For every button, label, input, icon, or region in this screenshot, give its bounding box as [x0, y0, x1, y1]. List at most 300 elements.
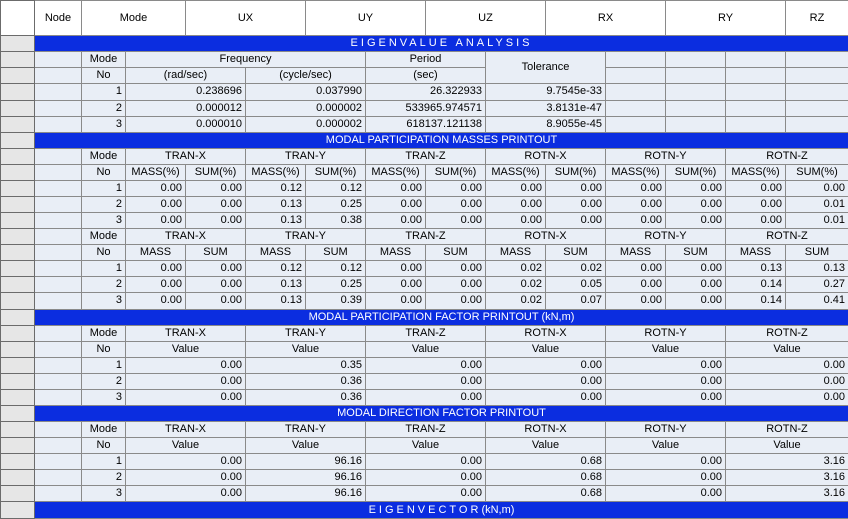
mass-label: MASS(%): [366, 164, 426, 180]
node-cell: [35, 148, 82, 164]
factor-value: 0.00: [126, 486, 246, 502]
group-label: ROTN-Y: [606, 422, 726, 438]
empty-cell: [786, 68, 848, 84]
mass-value: 0.00: [186, 293, 246, 309]
mass-value: 0.02: [486, 261, 546, 277]
no-label: No: [82, 68, 126, 84]
sum-label: SUM: [666, 245, 726, 261]
row-selector[interactable]: [1, 181, 34, 196]
mass-value: 0.00: [366, 277, 426, 293]
empty-cell: [726, 52, 786, 68]
mass-value: 0.00: [546, 180, 606, 196]
row-selector[interactable]: [1, 245, 34, 260]
mass-value: 0.00: [606, 180, 666, 196]
mass-label: MASS(%): [606, 164, 666, 180]
factor-data-row: [1, 389, 848, 405]
factor-value: 0.00: [126, 470, 246, 486]
mass-value: 0.00: [126, 261, 186, 277]
mass-value: 0.00: [186, 196, 246, 212]
row-selector[interactable]: [1, 117, 34, 132]
row-selector[interactable]: [1, 277, 34, 292]
direction-data-row: [1, 454, 848, 470]
value-label: Value: [726, 438, 848, 454]
column-header-uy[interactable]: UY: [306, 1, 426, 36]
mass-value: 0.12: [306, 261, 366, 277]
row-header-cell[interactable]: [1, 84, 35, 100]
group-label: TRAN-X: [126, 325, 246, 341]
frequency-rad-value: 0.000010: [126, 116, 246, 132]
mass-value: 0.12: [306, 180, 366, 196]
value-label: Value: [366, 438, 486, 454]
mass-value: 0.00: [186, 261, 246, 277]
factor-value: 0.00: [606, 486, 726, 502]
mass-value: 0.00: [186, 180, 246, 196]
mass-label: MASS: [726, 245, 786, 261]
empty-cell: [726, 84, 786, 100]
row-header-cell[interactable]: [1, 325, 35, 341]
factor-value: 96.16: [246, 486, 366, 502]
section-title-text: MODAL PARTICIPATION MASSES PRINTOUT: [325, 133, 558, 146]
frequency-cycle-value: 0.000002: [246, 100, 366, 116]
group-label: TRAN-Z: [366, 422, 486, 438]
mass-value: 0.41: [786, 293, 848, 309]
tolerance-value: 3.8131e-47: [486, 100, 606, 116]
row-selector[interactable]: [1, 438, 34, 453]
frequency-label: Frequency: [126, 52, 366, 68]
frequency-rad-value: 0.000012: [126, 100, 246, 116]
row-selector[interactable]: [1, 310, 34, 325]
mode-number: 2: [82, 373, 126, 389]
empty-cell: [726, 116, 786, 132]
sum-label: SUM(%): [786, 164, 848, 180]
row-selector[interactable]: [1, 502, 34, 518]
value-label: Value: [126, 341, 246, 357]
row-header-cell[interactable]: [1, 422, 35, 438]
value-label: Value: [246, 438, 366, 454]
row-header-cell[interactable]: [1, 341, 35, 357]
mass-value: 0.00: [426, 213, 486, 229]
node-cell: [35, 357, 82, 373]
column-header-ry[interactable]: RY: [666, 1, 786, 36]
factor-value: 0.00: [366, 486, 486, 502]
row-header-cell[interactable]: [1, 116, 35, 132]
mass-value: 0.00: [606, 293, 666, 309]
mass-value: 0.05: [546, 277, 606, 293]
row-header-cell[interactable]: [1, 373, 35, 389]
direction-data-row: [1, 486, 848, 502]
factor-value: 0.00: [366, 357, 486, 373]
row-selector[interactable]: [1, 261, 34, 276]
column-header-ux[interactable]: UX: [186, 1, 306, 36]
mass-value: 0.01: [786, 196, 848, 212]
node-cell: [35, 196, 82, 212]
mass-value: 0.00: [606, 277, 666, 293]
mode-number: 2: [82, 196, 126, 212]
mass-value: 0.13: [246, 293, 306, 309]
mass-value: 0.00: [666, 277, 726, 293]
mode-number: 1: [82, 357, 126, 373]
node-cell: [35, 180, 82, 196]
factor-value: 0.00: [606, 357, 726, 373]
corner-cell[interactable]: [1, 1, 35, 36]
mode-label: Mode: [82, 229, 126, 245]
factor-value: 0.00: [486, 389, 606, 405]
row-selector[interactable]: [1, 470, 34, 485]
node-cell: [35, 277, 82, 293]
mass-value: 0.14: [726, 277, 786, 293]
mass-value: 0.02: [486, 293, 546, 309]
mass-value: 0.00: [126, 213, 186, 229]
eigenvalue-title-row: [1, 36, 848, 52]
mass-value: 0.00: [186, 213, 246, 229]
node-cell: [35, 245, 82, 261]
row-header-cell[interactable]: [1, 357, 35, 373]
row-selector[interactable]: [1, 197, 34, 212]
eigenvalue-data-row: [1, 100, 848, 116]
factor-group-row: [1, 325, 848, 341]
group-label: TRAN-X: [126, 229, 246, 245]
factor-value: 96.16: [246, 470, 366, 486]
value-label: Value: [486, 438, 606, 454]
mass-label: MASS(%): [246, 164, 306, 180]
row-selector[interactable]: [1, 406, 34, 421]
node-cell: [35, 373, 82, 389]
factor-value: 0.00: [606, 454, 726, 470]
mode-label: Mode: [82, 325, 126, 341]
masses-group-row: [1, 148, 848, 164]
mass-value: 0.00: [126, 196, 186, 212]
row-selector[interactable]: [1, 486, 34, 501]
factor-value: 0.00: [726, 389, 848, 405]
value-label: Value: [246, 341, 366, 357]
direction-title-row: [1, 406, 848, 422]
mass-value: 0.00: [426, 293, 486, 309]
mass-value: 0.27: [786, 277, 848, 293]
mode-number: 2: [82, 277, 126, 293]
section-title: [35, 36, 848, 52]
empty-cell: [666, 68, 726, 84]
row-header-cell[interactable]: [1, 148, 35, 164]
tolerance-label: Tolerance: [486, 52, 606, 84]
row-header-cell[interactable]: [1, 132, 35, 148]
group-label: ROTN-X: [486, 325, 606, 341]
mode-number: 3: [82, 116, 126, 132]
no-label: No: [82, 438, 126, 454]
node-cell: [35, 261, 82, 277]
factor-value: 0.00: [126, 373, 246, 389]
node-cell: [35, 213, 82, 229]
factor-value: 0.00: [486, 373, 606, 389]
node-cell: [35, 438, 82, 454]
group-label: ROTN-X: [486, 422, 606, 438]
factor-value: 0.00: [606, 373, 726, 389]
mass-value: 0.00: [126, 293, 186, 309]
factor-value: 0.00: [726, 373, 848, 389]
factor-data-row: [1, 373, 848, 389]
mass-value: 0.00: [426, 261, 486, 277]
row-selector[interactable]: [1, 101, 34, 116]
factor-value: 0.00: [366, 454, 486, 470]
mass-value: 0.38: [306, 213, 366, 229]
group-label: TRAN-Y: [246, 325, 366, 341]
row-header-cell[interactable]: [1, 213, 35, 229]
mass-label: MASS: [486, 245, 546, 261]
mass-value: 0.07: [546, 293, 606, 309]
row-header-cell[interactable]: [1, 68, 35, 84]
node-cell: [35, 100, 82, 116]
mass-value: 0.00: [426, 277, 486, 293]
row-selector[interactable]: [1, 358, 34, 373]
mass-value: 0.00: [366, 261, 426, 277]
node-cell: [35, 116, 82, 132]
row-header-cell[interactable]: [1, 293, 35, 309]
sum-label: SUM(%): [186, 164, 246, 180]
sum-label: SUM(%): [306, 164, 366, 180]
column-header-rx[interactable]: RX: [546, 1, 666, 36]
row-selector[interactable]: [1, 422, 34, 437]
mass-value: 0.25: [306, 196, 366, 212]
empty-cell: [726, 100, 786, 116]
mass-value: 0.00: [126, 277, 186, 293]
eigenvalue-units-row: [1, 68, 848, 84]
section-title: [35, 309, 848, 325]
mass-value: 0.00: [666, 196, 726, 212]
row-header-cell[interactable]: [1, 52, 35, 68]
group-label: TRAN-Y: [246, 148, 366, 164]
mode-number: 2: [82, 470, 126, 486]
masses-data-row: [1, 277, 848, 293]
row-header-cell[interactable]: [1, 486, 35, 502]
no-label: No: [82, 164, 126, 180]
row-header-cell[interactable]: [1, 406, 35, 422]
row-selector[interactable]: [1, 213, 34, 228]
row-header-cell[interactable]: [1, 261, 35, 277]
mass-value: 0.00: [366, 180, 426, 196]
empty-cell: [786, 84, 848, 100]
section-title-text: MODAL DIRECTION FACTOR PRINTOUT: [337, 407, 546, 420]
mass-value: 0.00: [546, 213, 606, 229]
mass-value: 0.00: [366, 293, 426, 309]
sum-label: SUM: [426, 245, 486, 261]
row-header-cell[interactable]: [1, 36, 35, 52]
row-selector[interactable]: [1, 133, 34, 148]
row-selector[interactable]: [1, 84, 34, 99]
mass-value: 0.00: [666, 293, 726, 309]
empty-cell: [786, 100, 848, 116]
section-title: [35, 502, 848, 519]
row-header-cell[interactable]: [1, 196, 35, 212]
row-selector[interactable]: [1, 165, 34, 180]
row-header-cell[interactable]: [1, 309, 35, 325]
value-label: Value: [486, 341, 606, 357]
value-label: Value: [606, 341, 726, 357]
row-selector[interactable]: [1, 326, 34, 341]
group-label: ROTN-Y: [606, 229, 726, 245]
eigenvalue-data-row: [1, 84, 848, 100]
mass-value: 0.00: [726, 213, 786, 229]
empty-cell: [666, 52, 726, 68]
masses-title-row: [1, 132, 848, 148]
mode-number: 2: [82, 100, 126, 116]
node-cell: [35, 422, 82, 438]
row-selector[interactable]: [1, 68, 34, 83]
period-label: Period: [366, 52, 486, 68]
cycle-label: (cycle/sec): [246, 68, 366, 84]
empty-cell: [606, 100, 666, 116]
group-label: ROTN-Y: [606, 148, 726, 164]
empty-cell: [606, 84, 666, 100]
mass-value: 0.13: [246, 196, 306, 212]
node-cell: [35, 470, 82, 486]
mass-value: 0.00: [486, 196, 546, 212]
factor-value: 3.16: [726, 454, 848, 470]
row-selector[interactable]: [1, 36, 34, 51]
row-selector[interactable]: [1, 390, 34, 405]
mode-number: 1: [82, 261, 126, 277]
row-header-cell[interactable]: [1, 470, 35, 486]
node-cell: [35, 341, 82, 357]
row-selector[interactable]: [1, 374, 34, 389]
mass-label: MASS(%): [486, 164, 546, 180]
factor-value: 0.00: [126, 389, 246, 405]
column-header-uz[interactable]: UZ: [426, 1, 546, 36]
mass-value: 0.13: [246, 213, 306, 229]
factor-value: 0.00: [366, 373, 486, 389]
mass-value: 0.00: [666, 261, 726, 277]
mass-value: 0.01: [786, 213, 848, 229]
factor-data-row: [1, 357, 848, 373]
column-header-node[interactable]: Node: [35, 1, 82, 36]
mass-value: 0.00: [726, 196, 786, 212]
row-selector[interactable]: [1, 229, 34, 244]
column-header-mode[interactable]: Mode: [82, 1, 186, 36]
row-header-cell[interactable]: [1, 438, 35, 454]
mass-label: MASS: [126, 245, 186, 261]
empty-cell: [666, 84, 726, 100]
group-label: ROTN-Y: [606, 325, 726, 341]
mass-value: 0.12: [246, 261, 306, 277]
mass-value: 0.00: [606, 196, 666, 212]
mass-value: 0.00: [366, 196, 426, 212]
mode-label: Mode: [82, 422, 126, 438]
factor-value: 3.16: [726, 486, 848, 502]
row-header-cell[interactable]: [1, 245, 35, 261]
column-header-rz[interactable]: RZ: [786, 1, 848, 36]
factor-title-row: [1, 309, 848, 325]
group-label: ROTN-Z: [726, 148, 848, 164]
row-selector[interactable]: [1, 454, 34, 469]
factor-value: 0.68: [486, 470, 606, 486]
node-cell: [35, 293, 82, 309]
frequency-cycle-value: 0.000002: [246, 116, 366, 132]
mass-value: 0.13: [786, 261, 848, 277]
group-label: TRAN-Y: [246, 229, 366, 245]
empty-cell: [666, 100, 726, 116]
row-header-cell[interactable]: [1, 454, 35, 470]
mass-value: 0.02: [486, 277, 546, 293]
node-cell: [35, 68, 82, 84]
mass-value: 0.00: [486, 180, 546, 196]
factor-value: 0.00: [126, 454, 246, 470]
factor-value: 0.00: [606, 470, 726, 486]
node-cell: [35, 389, 82, 405]
factor-subheader-row: [1, 341, 848, 357]
factor-value: 0.00: [366, 389, 486, 405]
factor-value: 0.36: [246, 373, 366, 389]
empty-cell: [786, 52, 848, 68]
masses-subheader-row: [1, 164, 848, 180]
empty-cell: [606, 52, 666, 68]
empty-cell: [726, 68, 786, 84]
factor-value: 96.16: [246, 454, 366, 470]
row-selector[interactable]: [1, 149, 34, 164]
group-label: TRAN-Y: [246, 422, 366, 438]
node-cell: [35, 229, 82, 245]
row-selector[interactable]: [1, 52, 34, 67]
mode-number: 3: [82, 213, 126, 229]
factor-value: 0.00: [486, 357, 606, 373]
node-cell: [35, 486, 82, 502]
mass-value: 0.00: [426, 196, 486, 212]
factor-value: 0.68: [486, 454, 606, 470]
value-label: Value: [606, 438, 726, 454]
empty-cell: [606, 116, 666, 132]
mass-value: 0.00: [606, 213, 666, 229]
row-header-cell[interactable]: [1, 180, 35, 196]
masses-subheader-row: [1, 245, 848, 261]
node-cell: [35, 84, 82, 100]
empty-cell: [606, 68, 666, 84]
row-selector[interactable]: [1, 293, 34, 308]
mass-value: 0.25: [306, 277, 366, 293]
mass-value: 0.00: [606, 261, 666, 277]
masses-data-row: [1, 261, 848, 277]
factor-value: 0.68: [486, 486, 606, 502]
group-label: TRAN-Z: [366, 148, 486, 164]
mode-label: Mode: [82, 148, 126, 164]
group-label: ROTN-Z: [726, 229, 848, 245]
empty-cell: [666, 116, 726, 132]
eigenvalue-data-row: [1, 116, 848, 132]
row-header-cell[interactable]: [1, 164, 35, 180]
row-selector[interactable]: [1, 342, 34, 357]
mode-label: Mode: [82, 52, 126, 68]
mass-value: 0.14: [726, 293, 786, 309]
group-label: ROTN-Z: [726, 422, 848, 438]
direction-subheader-row: [1, 438, 848, 454]
period-value: 533965.974571: [366, 100, 486, 116]
mode-number: 1: [82, 454, 126, 470]
node-cell: [35, 454, 82, 470]
masses-data-row: [1, 196, 848, 212]
direction-group-row: [1, 422, 848, 438]
direction-data-row: [1, 470, 848, 486]
masses-data-row: [1, 180, 848, 196]
no-label: No: [82, 245, 126, 261]
row-header-cell[interactable]: [1, 389, 35, 405]
section-title-text: EIGENVECTOR: [368, 503, 482, 516]
row-header-cell[interactable]: [1, 502, 35, 519]
row-header-cell[interactable]: [1, 100, 35, 116]
row-header-cell[interactable]: [1, 229, 35, 245]
row-header-cell[interactable]: [1, 277, 35, 293]
group-label: TRAN-X: [126, 148, 246, 164]
column-header-row: [1, 1, 848, 36]
factor-value: 0.00: [126, 357, 246, 373]
mass-label: MASS: [606, 245, 666, 261]
rad-label: (rad/sec): [126, 68, 246, 84]
factor-value: 3.16: [726, 470, 848, 486]
